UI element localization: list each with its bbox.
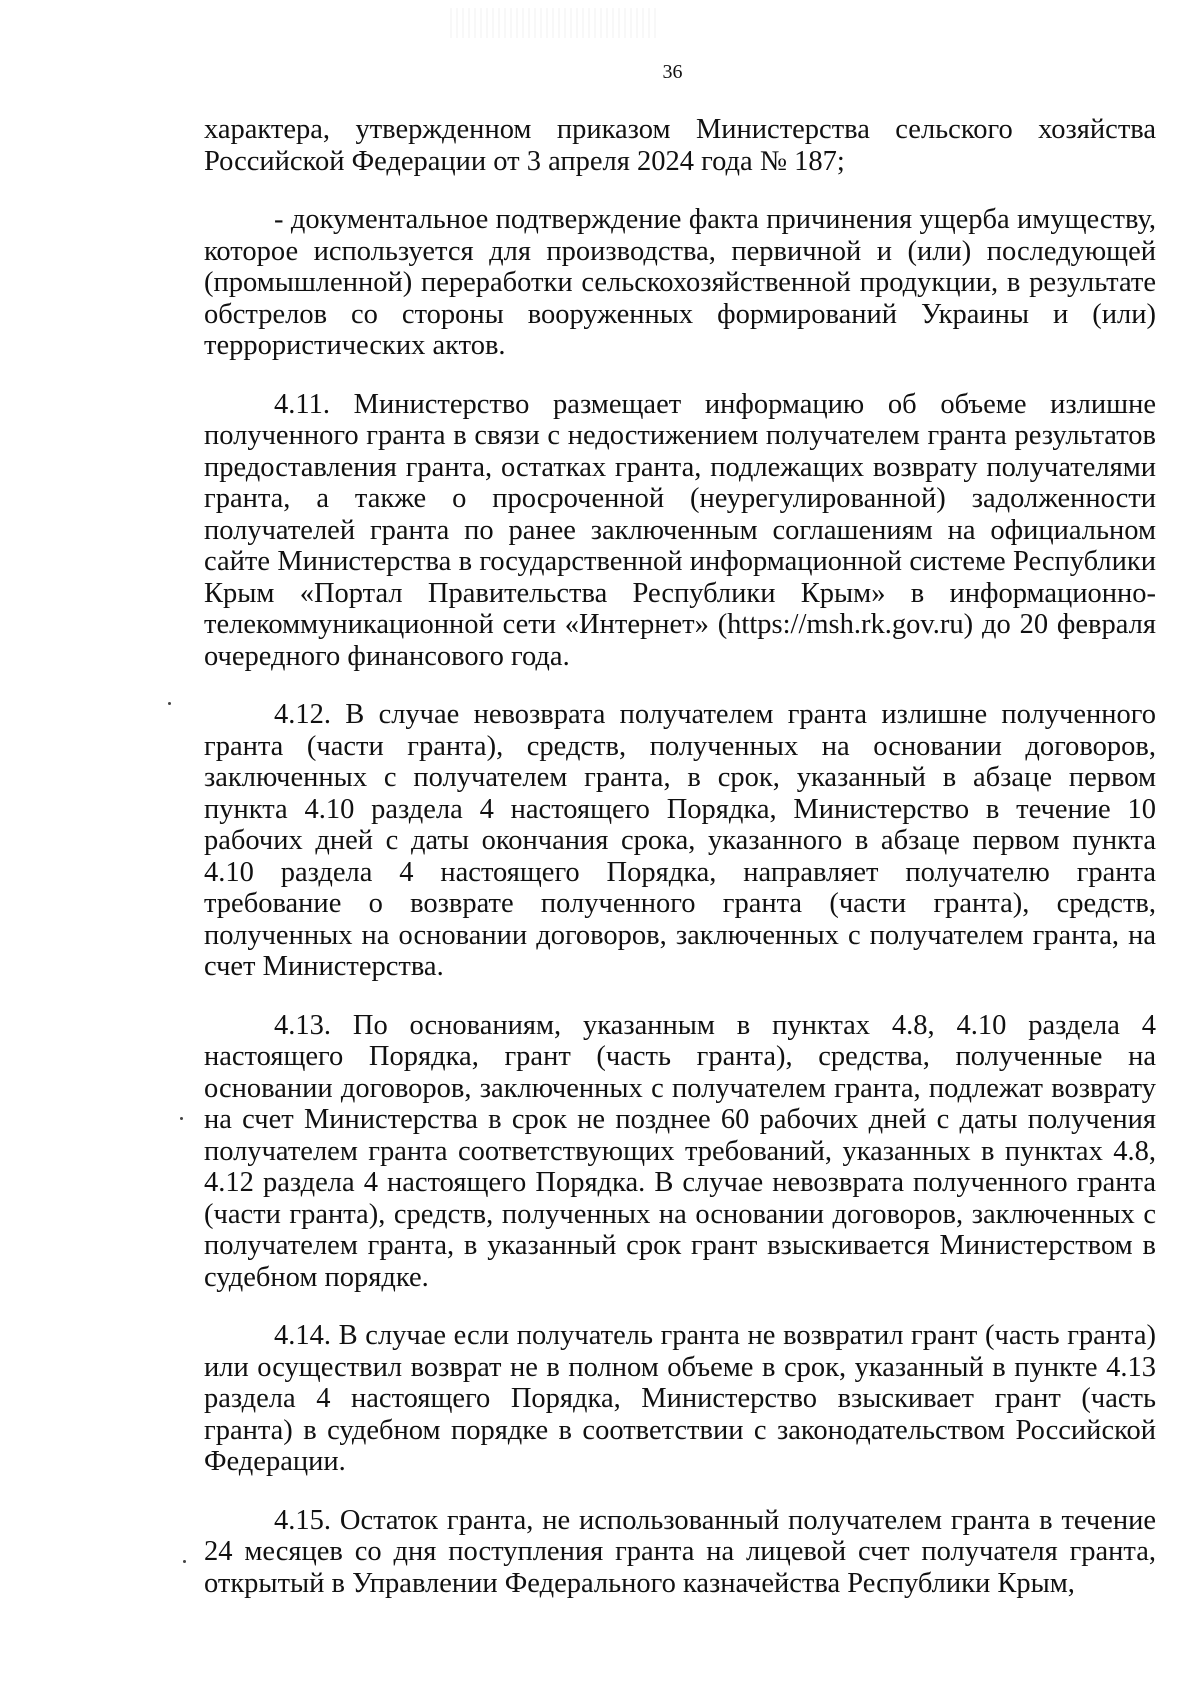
scan-artifact	[450, 8, 660, 38]
paragraph-damage-confirmation: - документальное подтверждение факта причинения ущерба имуществу, которое используется для производства, первичной и (или) последующей (промышленной) переработки сельскохозяйственной продукции, в результате обстрелов со стороны вооруженных формирований Украины и (или) террористических актов.	[204, 204, 1156, 361]
paragraph-clause-4-15: 4.15. Остаток гранта, не использованный получателем гранта в течение 24 месяцев со дня поступления гранта на лицевой счет получателя гранта, открытый в Управлении Федерального казначейства Республики Крым,	[204, 1504, 1156, 1599]
paragraph-continuation: характера, утвержденном приказом Министерства сельского хозяйства Российской Федерации от 3 апреля 2024 года № 187;	[204, 114, 1156, 177]
paragraph-clause-4-11: 4.11. Министерство размещает информацию об объеме излишне полученного гранта в связи с недостижением получателем гранта результатов предоставления гранта, остатках гранта, подлежащих возврату получателями гранта, а также о просроченной (неурегулированной) задолженности получателей гранта по ранее заключенным соглашениям на официальном сайте Министерства в государственной информационной системе Республики Крым «Портал Правительства Республики Крым» в информационно-телекоммуникационной сети «Интернет» (https://msh.rk.gov.ru) до 20 февраля очередного финансового года.	[204, 388, 1156, 672]
scan-speck	[168, 702, 171, 705]
scan-speck	[180, 1117, 183, 1120]
paragraph-clause-4-13: 4.13. По основаниям, указанным в пунктах 4.8, 4.10 раздела 4 настоящего Порядка, грант (часть гранта), средства, полученные на основании договоров, заключенных с получателем гранта, подлежат возврату на счет Министерства в срок не позднее 60 рабочих дней с даты получения получателем гранта соответствующих требований, указанных в пунктах 4.8, 4.12 раздела 4 настоящего Порядка. В случае невозврата полученного гранта (части гранта), средств, полученных на основании договоров, заключенных с получателем гранта, в указанный срок грант взыскивается Министерством в судебном порядке.	[204, 1009, 1156, 1293]
scan-speck	[183, 1560, 186, 1563]
document-body	[204, 114, 1156, 1599]
paragraph-clause-4-14: 4.14. В случае если получатель гранта не возвратил грант (часть гранта) или осуществил возврат не в полном объеме в срок, указанный в пункте 4.13 раздела 4 настоящего Порядка, Министерство взыскивает грант (часть гранта) в судебном порядке в соответствии с законодательством Российской Федерации.	[204, 1320, 1156, 1477]
paragraph-clause-4-12: 4.12. В случае невозврата получателем гранта излишне полученного гранта (части гранта), средств, полученных на основании договоров, заключенных с получателем гранта, в срок, указанный в абзаце первом пункта 4.10 раздела 4 настоящего Порядка, Министерство в течение 10 рабочих дней с даты окончания срока, указанного в абзаце первом пункта 4.10 раздела 4 настоящего Порядка, направляет получателю гранта требование о возврате полученного гранта (части гранта), средств, полученных на основании договоров, заключенных с получателем гранта, на счет Министерства.	[204, 699, 1156, 982]
page-number: 36	[662, 61, 683, 83]
